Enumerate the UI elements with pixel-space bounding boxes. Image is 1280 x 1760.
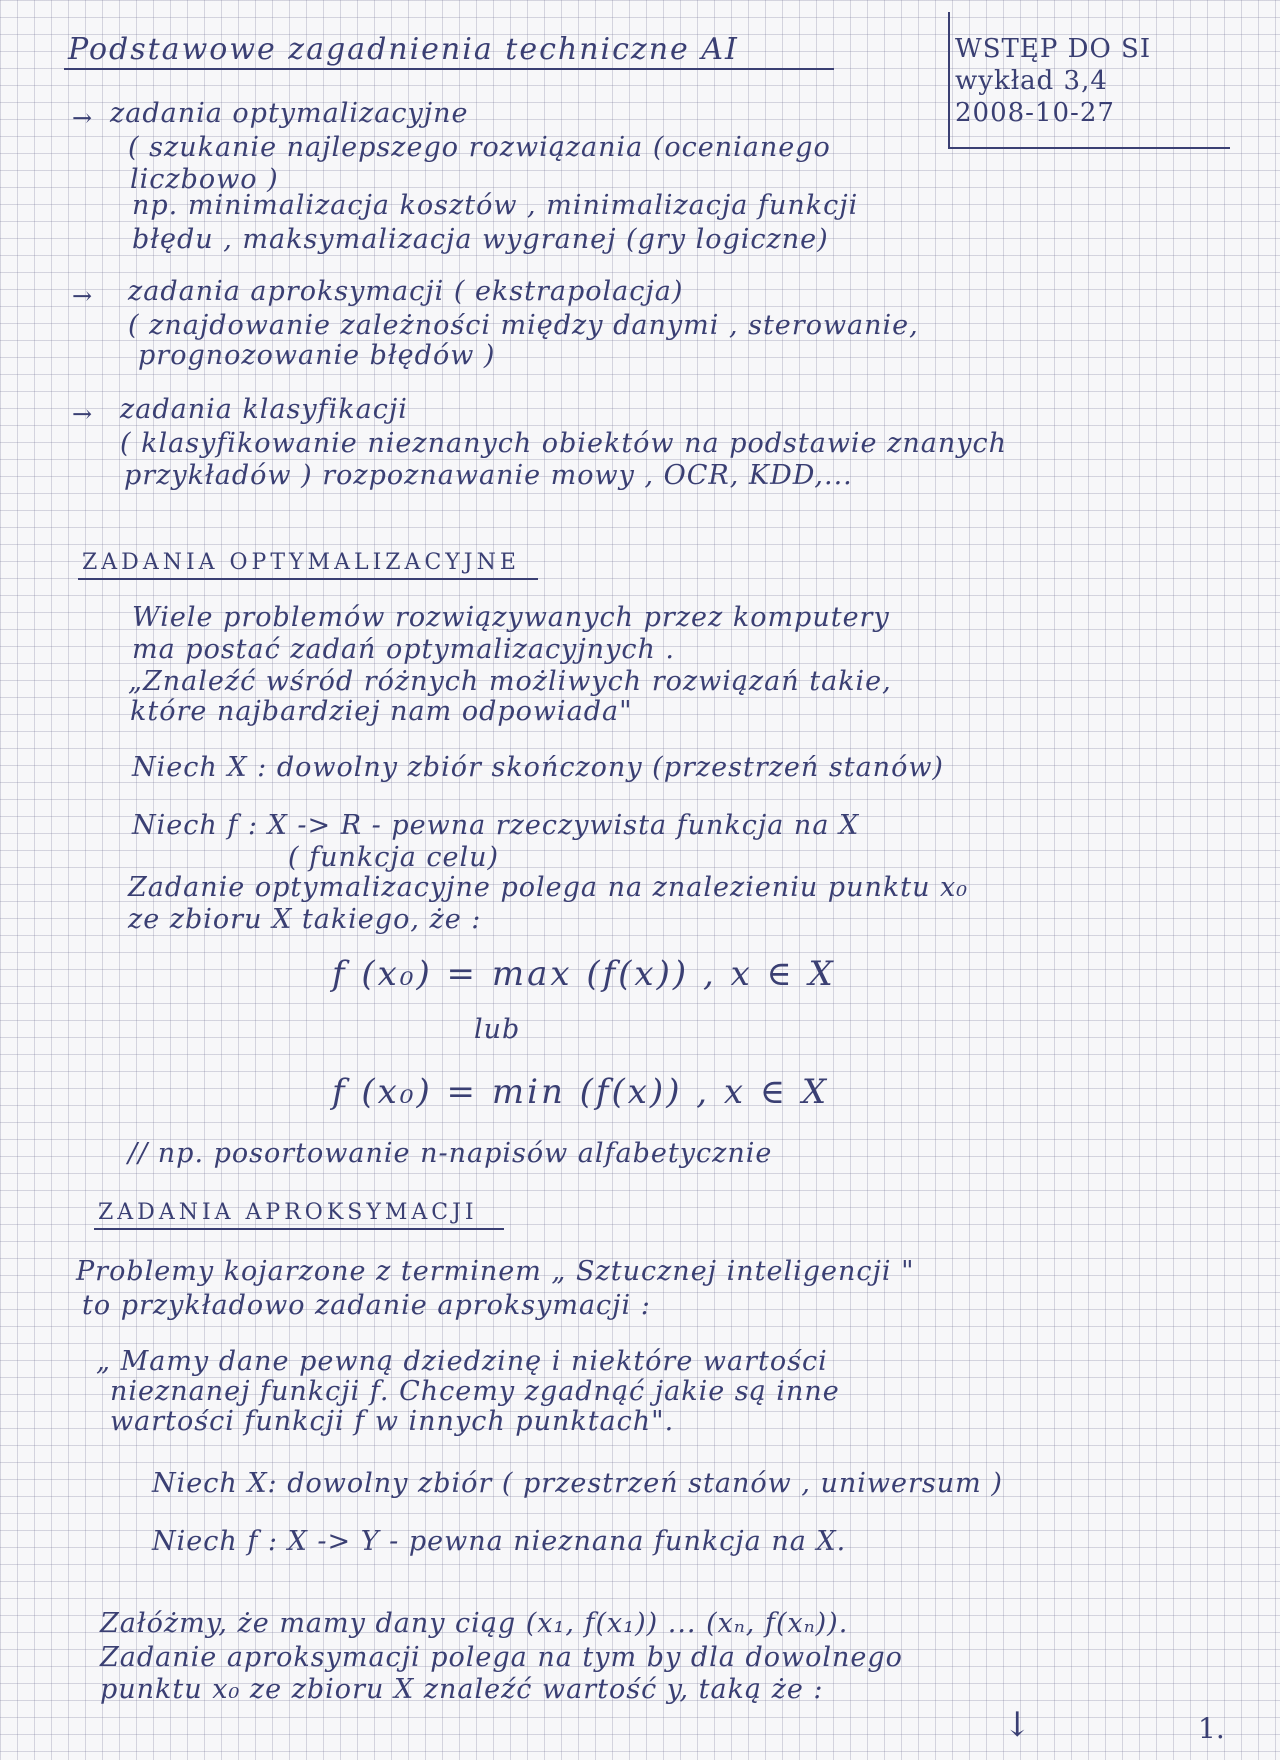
page-number: 1. — [1198, 1712, 1225, 1745]
lecture-date: 2008-10-27 — [955, 98, 1115, 128]
approximation-line-8: Załóżmy, że mamy dany ciąg (x₁, f(x₁)) ... (xₙ, f(xₙ)). — [100, 1608, 849, 1639]
continue-arrow-icon: ↓ — [1003, 1705, 1032, 1745]
optimization-line-5: Niech X : dowolny zbiór skończony (przestrzeń stanów) — [132, 752, 944, 783]
intro-item-3-line-1: zadania klasyfikacji — [120, 394, 408, 425]
approximation-line-7: Niech f : X -> Y - pewna nieznana funkcja na X. — [152, 1526, 847, 1557]
section-heading-approximation: ZADANIA APROKSYMACJI — [98, 1200, 478, 1225]
optimization-line-6: Niech f : X -> R - pewna rzeczywista funkcja na X — [132, 810, 860, 841]
intro-item-3-line-3: przykładów ) rozpoznawanie mowy , OCR, KDD,... — [124, 460, 853, 491]
optimization-note: // np. posortowanie n-napisów alfabetycznie — [128, 1138, 773, 1169]
bullet-arrow-icon: → — [72, 282, 93, 310]
page-title: Podstawowe zagadnienia techniczne AI — [68, 32, 739, 67]
intro-item-3-line-2: ( klasyfikowanie nieznanych obiektów na podstawie znanych — [120, 428, 1007, 459]
approximation-line-10: punktu x₀ ze zbioru X znaleźć wartość y, taką że : — [100, 1674, 824, 1705]
formula-max: f (x₀) = max (f(x)) , x ∈ X — [332, 954, 836, 994]
section-underline — [78, 578, 538, 580]
title-underline — [64, 68, 834, 70]
optimization-line-7: ( funkcja celu) — [288, 842, 500, 873]
intro-item-1-line-3: liczbowo ) — [130, 164, 279, 195]
approximation-line-5: wartości funkcji f w innych punktach". — [110, 1406, 675, 1437]
optimization-line-9: ze zbioru X takiego, że : — [128, 904, 482, 935]
approximation-line-6: Niech X: dowolny zbiór ( przestrzeń stanów , uniwersum ) — [152, 1468, 1003, 1499]
optimization-line-1: Wiele problemów rozwiązywanych przez komputery — [132, 602, 890, 633]
approximation-line-1: Problemy kojarzone z terminem „ Sztucznej inteligencji " — [76, 1256, 915, 1287]
intro-item-2-line-1: zadania aproksymacji ( ekstrapolacja) — [128, 276, 684, 307]
approximation-line-2: to przykładowo zadanie aproksymacji : — [82, 1290, 651, 1321]
bullet-arrow-icon: → — [72, 400, 93, 428]
intro-item-2-line-2: ( znajdowanie zależności między danymi , sterowanie, — [128, 310, 919, 341]
optimization-line-4: które najbardziej nam odpowiada" — [130, 696, 633, 727]
intro-item-2-line-3: prognozowanie błędów ) — [138, 340, 496, 371]
course-name: WSTĘP DO SI — [955, 34, 1152, 64]
bullet-arrow-icon: → — [72, 104, 93, 132]
section-underline — [94, 1228, 504, 1230]
optimization-line-2: ma postać zadań optymalizacyjnych . — [132, 634, 676, 665]
formula-or: lub — [474, 1014, 521, 1045]
intro-item-1-line-1: zadania optymalizacyjne — [110, 98, 469, 129]
approximation-line-4: nieznanej funkcji f. Chcemy zgadnąć jakie są inne — [110, 1376, 840, 1407]
approximation-line-9: Zadanie aproksymacji polega na tym by dla dowolnego — [100, 1642, 903, 1673]
intro-item-1-line-5: błędu , maksymalizacja wygranej (gry logiczne) — [132, 224, 829, 255]
intro-item-1-line-4: np. minimalizacja kosztów , minimalizacja funkcji — [132, 190, 859, 221]
intro-item-1-line-2: ( szukanie najlepszego rozwiązania (ocenianego — [128, 132, 831, 163]
formula-min: f (x₀) = min (f(x)) , x ∈ X — [332, 1072, 830, 1112]
optimization-line-8: Zadanie optymalizacyjne polega na znalezieniu punktu x₀ — [128, 872, 969, 903]
approximation-line-3: „ Mamy dane pewną dziedzinę i niektóre wartości — [96, 1346, 828, 1377]
lecture-number: wykład 3,4 — [955, 66, 1108, 96]
section-heading-optimization: ZADANIA OPTYMALIZACYJNE — [82, 550, 520, 575]
optimization-line-3: „Znaleźć wśród różnych możliwych rozwiązań takie, — [128, 666, 892, 697]
